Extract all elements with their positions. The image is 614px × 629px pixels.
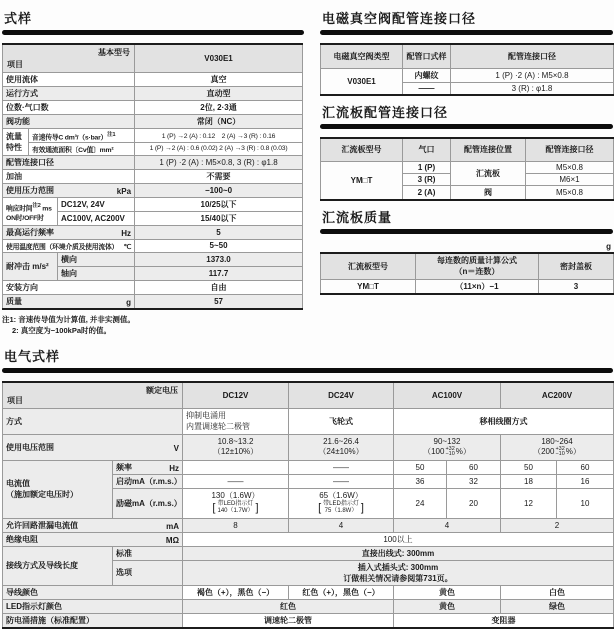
- table-row: [3, 155, 303, 169]
- mass-unit: g: [126, 297, 132, 307]
- table-row: [3, 532, 614, 546]
- cell-value: 常闭（NC）: [135, 114, 303, 128]
- table-row: [3, 518, 614, 532]
- voltage-range: 90~132: [433, 436, 461, 446]
- cell-value: 117.7: [135, 266, 303, 280]
- option-line1: 插入式插头式: 300mm: [357, 562, 439, 572]
- flow-group-label: 流量特性: [3, 128, 29, 155]
- electric-section: [2, 346, 613, 629]
- response-group-label: [3, 197, 58, 225]
- row-label: [29, 128, 135, 142]
- table-row: [3, 239, 303, 252]
- cell-value: 1 (P) →2 (A) : 0.6 (0.02) 2 (A) →3 (R) : 0.8 (0.03): [135, 142, 303, 155]
- table-row: [3, 294, 303, 309]
- manifold-mass-table: [320, 252, 614, 295]
- table-row: [3, 408, 614, 434]
- column-header: 汇流板型号: [321, 138, 403, 162]
- cell-value: M5×0.8: [526, 186, 614, 201]
- table-row: [3, 613, 614, 628]
- header-line1: 每连数的质量计算公式: [437, 256, 517, 266]
- cell-value: 黄色: [394, 585, 501, 599]
- cell-value: [289, 488, 394, 518]
- row-label: 使用流体: [3, 72, 135, 86]
- cell-value: [501, 434, 614, 460]
- spec-corner-cell: [3, 44, 135, 72]
- temp-unit: ℃: [123, 243, 132, 251]
- column-header: 密封盖板: [539, 253, 614, 279]
- table-row: [3, 128, 303, 142]
- cell-value: 真空: [135, 72, 303, 86]
- method-line2: 内置调速轮二极管: [186, 422, 250, 432]
- cell-value: 10/25以下: [135, 197, 303, 211]
- cell-value: M5×0.8: [526, 162, 614, 174]
- cell-value: 60: [557, 460, 614, 474]
- row-label: [113, 460, 183, 474]
- cell-value: [183, 434, 289, 460]
- cell-value: 褐色（+），黑色（−）: [183, 585, 289, 599]
- cell-value: （11×n）−1: [416, 279, 539, 294]
- section-rule: [320, 124, 613, 129]
- section-rule: [320, 229, 613, 234]
- cell-value: 3 (R): [403, 174, 451, 186]
- row-label: [3, 294, 135, 309]
- table-row: [3, 599, 614, 613]
- column-header: 配管口式样: [403, 44, 451, 68]
- response-unit: ms: [42, 204, 52, 212]
- cell-value: [394, 434, 501, 460]
- response-label: 响应时间: [6, 204, 33, 212]
- cell-value: 2位, 2·3通: [135, 100, 303, 114]
- cell-empty: [183, 460, 289, 474]
- row-label: [3, 532, 183, 546]
- cell-value: 黄色: [394, 599, 501, 613]
- table-row: [3, 197, 303, 211]
- cell-value: 60: [447, 460, 501, 474]
- row-label: 阀功能: [3, 114, 135, 128]
- model-cell: YM□T: [321, 162, 403, 201]
- corner-bottom-label: 项目: [7, 395, 23, 405]
- tol-sub: −10: [445, 451, 455, 458]
- footnotes: [2, 314, 304, 337]
- table-row: [3, 183, 303, 197]
- cell-value: 36: [394, 474, 447, 488]
- table-unit-label: g: [606, 242, 611, 251]
- note-ref: 注1: [107, 131, 116, 138]
- cell-value: ——: [183, 474, 289, 488]
- cell-value: 5: [135, 225, 303, 239]
- cell-value: 50: [394, 460, 447, 474]
- cell-value: 白色: [501, 585, 614, 599]
- led-variant-label: [ 带LED指示灯: [217, 501, 254, 508]
- voltage-column-header: AC200V: [501, 382, 614, 408]
- tol-sup: +32: [445, 445, 455, 452]
- led-variant-value: 140（1.7W）: [217, 508, 254, 515]
- section-title: 汇流板配管连接口径: [322, 104, 449, 120]
- manifold-mass-section: [320, 207, 613, 295]
- pressure-label: 使用压力范围: [6, 185, 54, 195]
- cell-value: 32: [447, 474, 501, 488]
- row-label: 方式: [3, 408, 183, 434]
- table-row: [321, 44, 614, 68]
- cell-value: 5~50: [135, 239, 303, 252]
- row-label: 运行方式: [3, 86, 135, 100]
- model-cell: V030E1: [321, 68, 403, 95]
- table-row: [321, 253, 614, 279]
- cell-value: 15/40以下: [135, 211, 303, 225]
- column-header: 电磁真空阀类型: [321, 44, 403, 68]
- row-label: 防电涌措施（标准配置）: [3, 613, 183, 628]
- tol-close: %）: [565, 447, 581, 457]
- tol-sub: −10: [555, 451, 565, 458]
- footnote-1: 注1: 音速传导值为计算值, 并非实测值。: [2, 314, 135, 324]
- electric-table: [2, 381, 614, 629]
- row-label: 加油: [3, 169, 135, 183]
- cell-value: 18: [501, 474, 557, 488]
- spec-section: [2, 6, 304, 336]
- cell-value: 12: [501, 488, 557, 518]
- manifold-port-table: [320, 137, 614, 202]
- cell-value: 1 (P) ·2 (A) : M5×0.8: [451, 68, 614, 82]
- tol-open: （200: [533, 447, 555, 457]
- cell-value: 57: [135, 294, 303, 309]
- cell-value: 变阻器: [394, 613, 614, 628]
- table-row: [3, 86, 303, 100]
- current-group-label: [3, 460, 113, 518]
- cell-value: ——: [403, 82, 451, 95]
- tol-open: （100: [423, 447, 445, 457]
- row-label: AC100V, AC200V: [58, 211, 135, 225]
- leak-label: 允许回路泄漏电流值: [6, 520, 78, 530]
- table-row: [3, 585, 614, 599]
- cell-value: 汇流板: [451, 162, 526, 186]
- voltage-tolerance: （24±10%）: [318, 447, 364, 457]
- cell-value: [183, 408, 289, 434]
- electric-corner-cell: [3, 382, 183, 408]
- row-label: [3, 239, 135, 252]
- voltage-unit: V: [173, 443, 179, 453]
- section-title: 电气式样: [4, 349, 61, 365]
- spec-model-header: V030E1: [135, 44, 303, 72]
- voltage-tolerance: （12±10%）: [212, 447, 259, 457]
- table-row: [321, 162, 614, 174]
- sonic-label: 音速传导C dm³/（s·bar）: [32, 133, 108, 141]
- row-label: 轴向: [58, 266, 135, 280]
- cell-value: [289, 434, 394, 460]
- voltage-column-header: AC100V: [394, 382, 501, 408]
- section-title: 汇流板质量: [322, 210, 393, 225]
- shock-label: 耐冲击: [6, 261, 30, 271]
- table-row: [3, 434, 614, 460]
- freq-label: 最高运行频率: [6, 227, 54, 237]
- row-label: 标准: [113, 546, 183, 560]
- cell-value: 移相线圈方式: [394, 408, 614, 434]
- cell-value: −100~0: [135, 183, 303, 197]
- row-label: 启动mA（r.m.s.）: [113, 474, 183, 488]
- table-row: [321, 68, 614, 82]
- led-variant-label: [ 带LED指示灯: [323, 501, 359, 508]
- table-row: [3, 114, 303, 128]
- cell-value: 4: [289, 518, 394, 532]
- cell-value: 红色（+），黑色（−）: [289, 585, 394, 599]
- cell-value: 10: [557, 488, 614, 518]
- cell-value: 不需要: [135, 169, 303, 183]
- table-row: [3, 546, 614, 560]
- column-header: 配管连接口径: [451, 44, 614, 68]
- row-label: DC12V, 24V: [58, 197, 135, 211]
- cell-value: 2: [501, 518, 614, 532]
- cell-value: 直接出线式: 300mm: [183, 546, 614, 560]
- section-title: 式样: [4, 11, 33, 26]
- corner-top-label: 额定电压: [146, 386, 178, 396]
- column-header: 配管连接口径: [526, 138, 614, 162]
- table-row: [3, 460, 614, 474]
- row-label: [3, 183, 135, 197]
- table-row: [3, 169, 303, 183]
- header-line2: （n＝连数）: [454, 267, 500, 277]
- table-row: [321, 279, 614, 294]
- cell-value: 直动型: [135, 86, 303, 100]
- cell-value: 8: [183, 518, 289, 532]
- table-row: [3, 72, 303, 86]
- cell-value: 1 (P) ·2 (A) : M5×0.8, 3 (R) : φ1.8: [135, 155, 303, 169]
- voltage-column-header: DC12V: [183, 382, 289, 408]
- insulation-unit: MΩ: [165, 535, 179, 545]
- row-label: 安装方向: [3, 280, 135, 294]
- cell-value: 3 (R) : φ1.8: [451, 82, 614, 95]
- cell-value: 绿色: [501, 599, 614, 613]
- cell-value: 自由: [135, 280, 303, 294]
- table-row: [3, 280, 303, 294]
- tol-close: %）: [455, 447, 471, 457]
- manifold-port-section: [320, 102, 613, 202]
- row-label: 横向: [58, 252, 135, 266]
- cell-value: 红色: [183, 599, 394, 613]
- cell-value: 4: [394, 518, 501, 532]
- spec-table: [2, 43, 303, 310]
- row-label: 导线颜色: [3, 585, 183, 599]
- holding-current: 65（1.6W）: [319, 491, 363, 501]
- cell-value: 1373.0: [135, 252, 303, 266]
- insulation-label: 绝缘电阻: [6, 534, 38, 544]
- column-header: [416, 253, 539, 279]
- valve-port-table: [320, 43, 614, 96]
- row-label: 有效通流面积〔Cv值〕mm²: [29, 142, 135, 155]
- row-label: [3, 518, 183, 532]
- cell-value: 1 (P) →2 (A) : 0.12 2 (A) →3 (R) : 0.16: [135, 128, 303, 142]
- row-label: [3, 225, 135, 239]
- row-label: 励磁mA（r.m.s.）: [113, 488, 183, 518]
- cell-value: 24: [394, 488, 447, 518]
- current-label-line1: 电流值: [6, 479, 30, 489]
- table-row: [3, 382, 614, 408]
- option-line2: 订做相关情况请参阅第731页。: [343, 573, 453, 583]
- tol-sup: +32: [555, 445, 565, 452]
- cell-value: 50: [501, 460, 557, 474]
- note-ref: 注2: [32, 202, 41, 209]
- table-row: [3, 142, 303, 155]
- row-label: 配管连接口径: [3, 155, 135, 169]
- valve-port-section: [320, 8, 613, 96]
- response-sub-label: ON时/OFF时: [6, 214, 44, 222]
- cell-value: 100以上: [183, 532, 614, 546]
- corner-bottom-label: 项目: [7, 59, 23, 69]
- mass-label: 质量: [6, 296, 22, 306]
- method-line1: 抑制电涌用: [186, 411, 226, 421]
- cell-value: M6×1: [526, 174, 614, 186]
- footnote-2: 2: 真空度为−100kPa时的值。: [12, 326, 111, 336]
- voltage-range: 21.6~26.4: [323, 436, 359, 446]
- cell-value: 阀: [451, 186, 526, 201]
- voltage-range: 10.8~13.2: [217, 436, 254, 446]
- leak-unit: mA: [166, 521, 179, 531]
- cell-value: 内螺纹: [403, 68, 451, 82]
- freq-unit: Hz: [169, 463, 179, 473]
- section-rule: [320, 30, 613, 35]
- cell-value: 飞轮式: [289, 408, 394, 434]
- cell-value: 2 (A): [403, 186, 451, 201]
- section-rule: [2, 30, 304, 35]
- cell-value: ——: [289, 474, 394, 488]
- cell-value: [183, 560, 614, 585]
- voltage-column-header: DC24V: [289, 382, 394, 408]
- holding-led-variant: [212, 501, 258, 515]
- row-label: 选项: [113, 560, 183, 585]
- table-row: [3, 225, 303, 239]
- cell-value: 1 (P): [403, 162, 451, 174]
- voltage-label: 使用电压范围: [6, 442, 54, 452]
- current-label-line2: （施加额定电压时）: [6, 490, 78, 500]
- cell-value: 3: [539, 279, 614, 294]
- holding-current: 130（1.6W）: [211, 491, 260, 501]
- temp-label: 使用温度范围（环境介质及使用流体）: [6, 243, 119, 251]
- table-row: [3, 100, 303, 114]
- led-variant-value: 75（1.8W）: [324, 508, 358, 515]
- column-header: 配管连接位置: [451, 138, 526, 162]
- voltage-tolerance: [423, 447, 471, 458]
- cell-value: 调速轮二极管: [183, 613, 394, 628]
- cell-value: 20: [447, 488, 501, 518]
- section-rule: [2, 368, 613, 373]
- row-label: [3, 434, 183, 460]
- row-label: LED指示灯颜色: [3, 599, 183, 613]
- freq-label: 频率: [116, 462, 132, 472]
- pressure-unit: kPa: [116, 186, 132, 196]
- model-cell: YM□T: [321, 279, 416, 294]
- table-row: [321, 138, 614, 162]
- corner-top-label: 基本型号: [98, 48, 131, 57]
- wiring-group-label: 接线方式及导线长度: [3, 546, 113, 585]
- shock-unit: m/s²: [32, 261, 49, 271]
- cell-value: [183, 488, 289, 518]
- table-row: [3, 252, 303, 266]
- row-label: 位数·气口数: [3, 100, 135, 114]
- voltage-tolerance: [533, 447, 581, 458]
- cell-value: 16: [557, 474, 614, 488]
- table-row: [3, 44, 303, 72]
- section-title: 电磁真空阀配管连接口径: [322, 11, 477, 26]
- column-header: 气口: [403, 138, 451, 162]
- shock-group-label: [3, 252, 58, 280]
- cell-value: ——: [289, 460, 394, 474]
- holding-led-variant: [318, 501, 364, 515]
- voltage-range: 180~264: [541, 436, 573, 446]
- column-header: 汇流板型号: [321, 253, 416, 279]
- freq-unit: Hz: [121, 228, 132, 238]
